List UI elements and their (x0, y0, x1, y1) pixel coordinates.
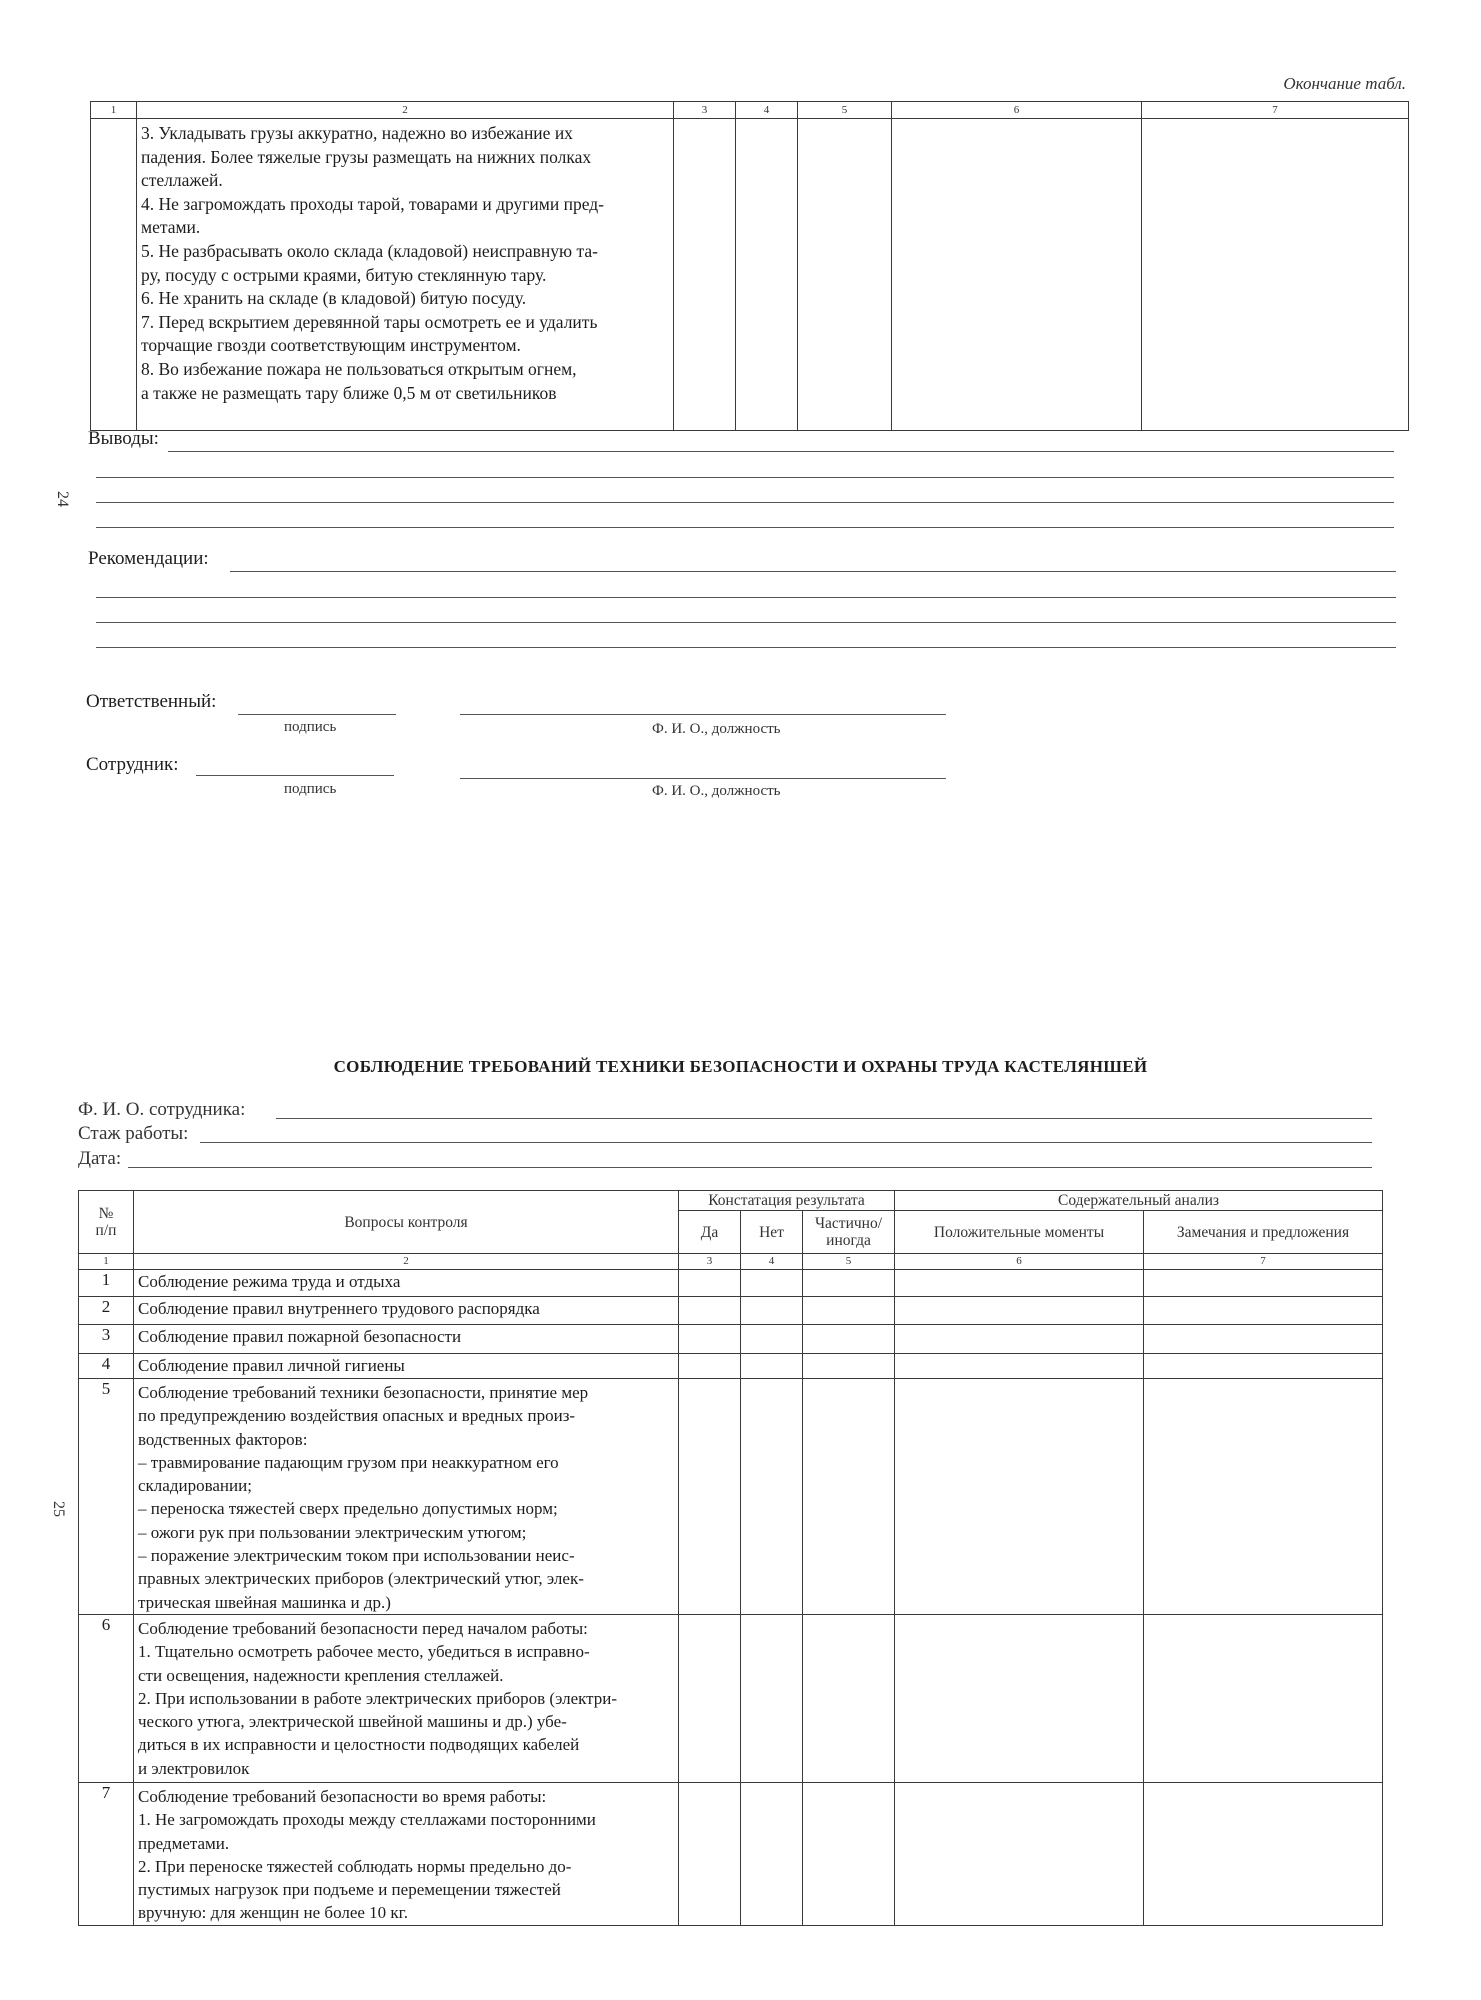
question-line: предметами. (138, 1833, 230, 1853)
requirements-list-cell (137, 119, 674, 431)
positive-cell[interactable] (895, 1270, 1144, 1297)
header-analysis: Содержательный анализ (895, 1191, 1383, 1211)
positive-cell[interactable] (895, 1615, 1144, 1783)
question-line: Соблюдение требований безопасности во время работы: (138, 1787, 547, 1806)
table-row (79, 1354, 1383, 1379)
list-item: 4. Не загромождать проходы тарой, товарами и другими пред- (141, 193, 604, 214)
question-line: – ожоги рук при пользовании электрическим утюгом; (138, 1522, 527, 1542)
column-number-row (91, 102, 1409, 119)
list-item: 5. Не разбрасывать около склада (кладовой) неисправную та- (141, 240, 598, 261)
yes-cell[interactable] (679, 1783, 741, 1926)
signature-caption: подпись (284, 781, 337, 797)
col-number: 5 (803, 1254, 895, 1270)
row-number: 6 (79, 1615, 134, 1783)
row-number: 2 (79, 1297, 134, 1325)
positive-cell[interactable] (895, 1783, 1144, 1926)
header-yes: Да (679, 1211, 741, 1254)
date-line[interactable] (128, 1167, 1372, 1168)
question-line: по предупреждению воздействия опасных и вредных произ- (138, 1406, 576, 1426)
question-cell (134, 1354, 679, 1379)
question-line: водственных факторов: (138, 1429, 308, 1449)
table-row (79, 1379, 1383, 1615)
question-line: Соблюдение правил личной гигиены (138, 1356, 405, 1375)
responsible-signature-line[interactable] (238, 714, 396, 715)
answer-cell[interactable] (892, 119, 1142, 431)
question-line: 1. Не загромождать проходы между стеллажами посторонними (138, 1810, 596, 1830)
no-cell[interactable] (741, 1297, 803, 1325)
list-item: 7. Перед вскрытием деревянной тары осмотреть ее и удалить (141, 311, 598, 332)
employee-signature-line[interactable] (196, 775, 394, 776)
header-row (79, 1191, 1383, 1211)
page-number: 25 (50, 1501, 67, 1517)
question-line: и электровилок (138, 1758, 250, 1778)
question-line: Соблюдение требований техники безопасности, принятие мер (138, 1383, 589, 1402)
recommendations-label: Рекомендации: (88, 548, 209, 569)
remarks-cell[interactable] (1144, 1783, 1383, 1926)
table-row (79, 1270, 1383, 1297)
positive-cell[interactable] (895, 1354, 1144, 1379)
col-number: 4 (736, 102, 798, 119)
fio-line[interactable] (276, 1118, 1372, 1119)
remarks-cell[interactable] (1144, 1379, 1383, 1615)
remarks-cell[interactable] (1144, 1325, 1383, 1354)
list-item: 6. Не хранить на складе (в кладовой) битую посуду. (141, 288, 527, 309)
question-line: трическая швейная машинка и др.) (138, 1592, 391, 1612)
employee-name-line[interactable] (460, 778, 946, 779)
list-item: ру, посуду с острыми краями, битую стеклянную тару. (141, 264, 547, 285)
list-item: падения. Более тяжелые грузы размещать на нижних полках (141, 146, 592, 167)
list-item: торчащие гвозди соответствующим инструментом. (141, 335, 521, 356)
list-item: а также не размещать тару ближе 0,5 м от светильников (141, 382, 557, 403)
list-item: стеллажей. (141, 170, 223, 191)
col-number: 6 (892, 102, 1142, 119)
question-line: сти освещения, надежности крепления стеллажей. (138, 1665, 504, 1685)
col-number: 1 (91, 102, 137, 119)
name-position-caption: Ф. И. О., должность (652, 721, 781, 737)
question-line: Соблюдение правил пожарной безопасности (138, 1327, 462, 1346)
partly-cell[interactable] (803, 1379, 895, 1615)
answer-cell[interactable] (674, 119, 736, 431)
col-number: 5 (798, 102, 892, 119)
page-number: 24 (54, 491, 71, 507)
positive-cell[interactable] (895, 1379, 1144, 1615)
col-number: 6 (895, 1254, 1144, 1270)
recommendations-line[interactable] (230, 571, 1396, 572)
conclusions-line[interactable] (96, 502, 1394, 503)
recommendations-line[interactable] (96, 647, 1396, 648)
question-line: Соблюдение правил внутреннего трудового распорядка (138, 1299, 540, 1318)
no-cell[interactable] (741, 1379, 803, 1615)
partly-cell[interactable] (803, 1325, 895, 1354)
no-cell[interactable] (741, 1354, 803, 1379)
header-statement: Констатация результата (679, 1191, 895, 1211)
row-number: 7 (79, 1783, 134, 1926)
experience-line[interactable] (200, 1142, 1372, 1143)
row-number: 3 (79, 1325, 134, 1354)
column-number-row (79, 1254, 1383, 1270)
yes-cell[interactable] (679, 1379, 741, 1615)
question-line: пустимых нагрузок при подъеме и перемещении тяжестей (138, 1880, 561, 1900)
no-cell[interactable] (741, 1270, 803, 1297)
question-cell (134, 1783, 679, 1926)
partly-cell[interactable] (803, 1615, 895, 1783)
question-cell (134, 1615, 679, 1783)
question-line: ческого утюга, электрической швейной машины и др.) убе- (138, 1712, 567, 1732)
question-cell (134, 1379, 679, 1615)
col-number: 7 (1144, 1254, 1383, 1270)
answer-cell[interactable] (736, 119, 798, 431)
question-line: правных электрических приборов (электрический утюг, элек- (138, 1569, 584, 1589)
header-number-line: п/п (95, 1222, 117, 1239)
no-cell[interactable] (741, 1325, 803, 1354)
no-cell[interactable] (741, 1615, 803, 1783)
header-questions: Вопросы контроля (134, 1191, 679, 1254)
employee-label: Сотрудник: (86, 754, 179, 775)
answer-cell[interactable] (1142, 119, 1409, 431)
table-row (91, 119, 1409, 431)
row-number: 5 (79, 1379, 134, 1615)
table-row (79, 1297, 1383, 1325)
header-no: Нет (741, 1211, 803, 1254)
row-number-cell (91, 119, 137, 431)
question-line: вручную: для женщин не более 10 кг. (138, 1903, 408, 1923)
question-line: складировании; (138, 1476, 252, 1496)
table-row (79, 1615, 1383, 1783)
recommendations-line[interactable] (96, 622, 1396, 623)
partly-cell[interactable] (803, 1297, 895, 1325)
name-position-caption: Ф. И. О., должность (652, 783, 781, 799)
list-item: 3. Укладывать грузы аккуратно, надежно во избежание их (141, 123, 573, 143)
no-cell[interactable] (741, 1783, 803, 1926)
signature-caption: подпись (284, 719, 337, 735)
safety-items-table-continuation (90, 101, 1409, 431)
partly-cell[interactable] (803, 1354, 895, 1379)
col-number: 4 (741, 1254, 803, 1270)
yes-cell[interactable] (679, 1354, 741, 1379)
header-remarks: Замечания и предложения (1144, 1211, 1383, 1254)
header-number (79, 1191, 134, 1254)
yes-cell[interactable] (679, 1615, 741, 1783)
yes-cell[interactable] (679, 1325, 741, 1354)
col-number: 3 (674, 102, 736, 119)
header-number-line: № (98, 1205, 114, 1222)
table-row (79, 1325, 1383, 1354)
header-positive: Положительные моменты (895, 1211, 1144, 1254)
remarks-cell[interactable] (1144, 1354, 1383, 1379)
question-line: Соблюдение режима труда и отдыха (138, 1272, 401, 1291)
date-label: Дата: (78, 1148, 122, 1169)
col-number: 2 (134, 1254, 679, 1270)
question-cell (134, 1297, 679, 1325)
conclusions-line[interactable] (96, 477, 1394, 478)
yes-cell[interactable] (679, 1270, 741, 1297)
col-number: 2 (137, 102, 674, 119)
yes-cell[interactable] (679, 1297, 741, 1325)
experience-label: Стаж работы: (78, 1123, 189, 1144)
question-line: Соблюдение требований безопасности перед началом работы: (138, 1619, 588, 1638)
fio-label: Ф. И. О. сотрудника: (78, 1099, 246, 1120)
responsible-name-line[interactable] (460, 714, 946, 715)
conclusions-line[interactable] (168, 451, 1394, 452)
remarks-cell[interactable] (1144, 1270, 1383, 1297)
safety-control-table (78, 1190, 1383, 1926)
question-line: – переноска тяжестей сверх предельно допустимых норм; (138, 1499, 558, 1519)
partly-cell[interactable] (803, 1270, 895, 1297)
row-number: 1 (79, 1270, 134, 1297)
question-line: – травмирование падающим грузом при неаккуратном его (138, 1452, 559, 1472)
question-line: 1. Тщательно осмотреть рабочее место, убедиться в исправно- (138, 1642, 590, 1662)
positive-cell[interactable] (895, 1325, 1144, 1354)
question-line: диться в их исправности и целостности подводящих кабелей (138, 1735, 580, 1755)
row-number: 4 (79, 1354, 134, 1379)
question-cell (134, 1270, 679, 1297)
remarks-cell[interactable] (1144, 1297, 1383, 1325)
answer-cell[interactable] (798, 119, 892, 431)
partly-cell[interactable] (803, 1783, 895, 1926)
responsible-label: Ответственный: (86, 691, 217, 712)
remarks-cell[interactable] (1144, 1615, 1383, 1783)
header-partly (803, 1211, 895, 1254)
page-title: СОБЛЮДЕНИЕ ТРЕБОВАНИЙ ТЕХНИКИ БЕЗОПАСНОСТИ И ОХРАНЫ ТРУДА КАСТЕЛЯНШЕЙ (333, 1057, 1148, 1076)
question-line: 2. При использовании в работе электрических приборов (электри- (138, 1688, 618, 1708)
continuation-caption: Окончание табл. (1283, 74, 1406, 93)
question-line: – поражение электрическим током при использовании неис- (138, 1546, 575, 1566)
question-cell (134, 1325, 679, 1354)
table-row (79, 1783, 1383, 1926)
col-number: 1 (79, 1254, 134, 1270)
conclusions-label: Выводы: (88, 428, 159, 449)
question-line: 2. При переноске тяжестей соблюдать нормы предельно до- (138, 1856, 572, 1876)
recommendations-line[interactable] (96, 597, 1396, 598)
header-partly-line: иногда (826, 1232, 871, 1249)
list-item: метами. (141, 217, 201, 238)
list-item: 8. Во избежание пожара не пользоваться открытым огнем, (141, 358, 577, 379)
positive-cell[interactable] (895, 1297, 1144, 1325)
conclusions-line[interactable] (96, 527, 1394, 528)
col-number: 7 (1142, 102, 1409, 119)
col-number: 3 (679, 1254, 741, 1270)
header-partly-line: Частично/ (814, 1215, 883, 1232)
